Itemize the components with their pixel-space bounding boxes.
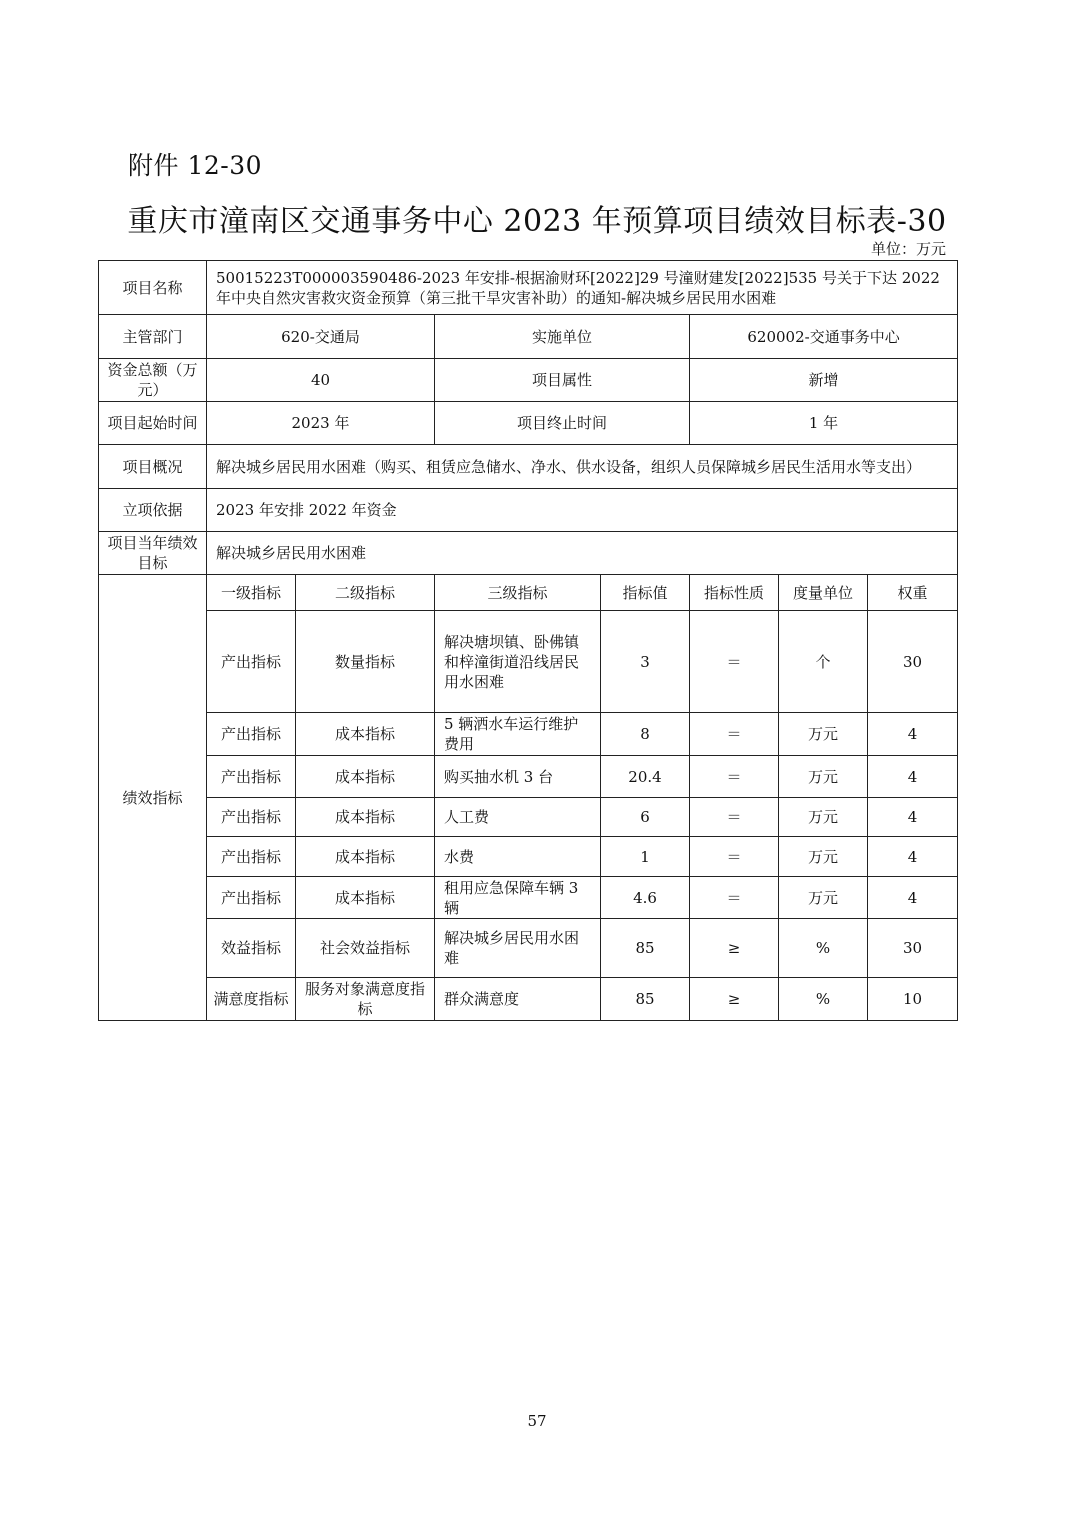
project-name-value: 50015223T000003590486-2023 年安排-根据渝财环[2022]29 号潼财建发[2022]535 号关于下达 2022 年中央自然灾害救灾资金预算（第三批干旱灾害补助）的通知-解决城乡居民用水困难 (207, 261, 958, 315)
fund-row (99, 359, 958, 402)
row-nature: ＝ (690, 798, 779, 837)
table-row (99, 877, 958, 919)
row-value: 85 (601, 919, 690, 978)
project-name-row (99, 261, 958, 315)
row-weight: 4 (868, 713, 958, 756)
row-value: 85 (601, 978, 690, 1021)
indicators-section-label: 绩效指标 (99, 575, 207, 1021)
row-value: 20.4 (601, 756, 690, 798)
row-unit: 万元 (779, 798, 868, 837)
overview-row (99, 445, 958, 489)
start-time-value: 2023 年 (207, 402, 435, 445)
row-weight: 4 (868, 837, 958, 877)
impl-unit-value: 620002-交通事务中心 (690, 315, 958, 359)
row-level1: 产出指标 (207, 611, 296, 713)
table-row (99, 919, 958, 978)
row-weight: 4 (868, 798, 958, 837)
row-nature: ＝ (690, 837, 779, 877)
row-nature: ＝ (690, 611, 779, 713)
row-level2: 成本指标 (296, 713, 435, 756)
row-nature: ＝ (690, 756, 779, 798)
row-weight: 4 (868, 756, 958, 798)
basis-value: 2023 年安排 2022 年资金 (207, 489, 958, 532)
row-level2: 成本指标 (296, 877, 435, 919)
performance-target-table (98, 260, 958, 1021)
row-value: 3 (601, 611, 690, 713)
header-unit: 度量单位 (779, 575, 868, 611)
row-unit: 个 (779, 611, 868, 713)
header-level1: 一级指标 (207, 575, 296, 611)
row-weight: 30 (868, 919, 958, 978)
row-unit: 万元 (779, 713, 868, 756)
header-nature: 指标性质 (690, 575, 779, 611)
unit-label: 单位：万元 (870, 240, 946, 258)
attachment-label: 附件 12-30 (128, 151, 263, 180)
header-value: 指标值 (601, 575, 690, 611)
table-row (99, 978, 958, 1021)
row-level1: 效益指标 (207, 919, 296, 978)
row-level2: 社会效益指标 (296, 919, 435, 978)
row-level1: 产出指标 (207, 756, 296, 798)
table-row (99, 798, 958, 837)
row-unit: 万元 (779, 877, 868, 919)
row-weight: 10 (868, 978, 958, 1021)
end-time-label: 项目终止时间 (435, 402, 690, 445)
row-unit: % (779, 919, 868, 978)
row-nature: ≥ (690, 978, 779, 1021)
row-level2: 成本指标 (296, 756, 435, 798)
row-weight: 30 (868, 611, 958, 713)
project-name-label: 项目名称 (99, 261, 207, 315)
row-level3: 水费 (435, 837, 601, 877)
row-weight: 4 (868, 877, 958, 919)
row-level3: 购买抽水机 3 台 (435, 756, 601, 798)
header-level2: 二级指标 (296, 575, 435, 611)
table-row (99, 713, 958, 756)
indicator-header-row (99, 575, 958, 611)
row-level2: 数量指标 (296, 611, 435, 713)
period-row (99, 402, 958, 445)
row-nature: ＝ (690, 713, 779, 756)
row-level1: 产出指标 (207, 877, 296, 919)
end-time-value: 1 年 (690, 402, 958, 445)
goal-row (99, 532, 958, 575)
row-level3: 解决城乡居民用水困难 (435, 919, 601, 978)
row-level1: 满意度指标 (207, 978, 296, 1021)
row-unit: 万元 (779, 756, 868, 798)
page-number: 57 (527, 1412, 547, 1430)
overview-value: 解决城乡居民用水困难（购买、租赁应急储水、净水、供水设备，组织人员保障城乡居民生活用水等支出） (207, 445, 958, 489)
row-level3: 租用应急保障车辆 3 辆 (435, 877, 601, 919)
impl-unit-label: 实施单位 (435, 315, 690, 359)
row-level3: 解决塘坝镇、卧佛镇和梓潼街道沿线居民用水困难 (435, 611, 601, 713)
row-level2: 成本指标 (296, 798, 435, 837)
dept-label: 主管部门 (99, 315, 207, 359)
row-level1: 产出指标 (207, 713, 296, 756)
row-value: 6 (601, 798, 690, 837)
row-unit: % (779, 978, 868, 1021)
table-row (99, 611, 958, 713)
row-level2: 服务对象满意度指标 (296, 978, 435, 1021)
overview-label: 项目概况 (99, 445, 207, 489)
goal-label: 项目当年绩效目标 (99, 532, 207, 575)
basis-label: 立项依据 (99, 489, 207, 532)
header-level3: 三级指标 (435, 575, 601, 611)
basis-row (99, 489, 958, 532)
row-level2: 成本指标 (296, 837, 435, 877)
row-level1: 产出指标 (207, 837, 296, 877)
project-attr-label: 项目属性 (435, 359, 690, 402)
page-title: 重庆市潼南区交通事务中心 2023 年预算项目绩效目标表-30 (127, 204, 947, 239)
row-nature: ≥ (690, 919, 779, 978)
row-value: 4.6 (601, 877, 690, 919)
dept-value: 620-交通局 (207, 315, 435, 359)
goal-value: 解决城乡居民用水困难 (207, 532, 958, 575)
start-time-label: 项目起始时间 (99, 402, 207, 445)
row-value: 1 (601, 837, 690, 877)
row-value: 8 (601, 713, 690, 756)
row-level3: 人工费 (435, 798, 601, 837)
header-weight: 权重 (868, 575, 958, 611)
row-unit: 万元 (779, 837, 868, 877)
fund-value: 40 (207, 359, 435, 402)
row-nature: ＝ (690, 877, 779, 919)
fund-label: 资金总额（万元） (99, 359, 207, 402)
row-level1: 产出指标 (207, 798, 296, 837)
row-level3: 群众满意度 (435, 978, 601, 1021)
project-attr-value: 新增 (690, 359, 958, 402)
table-row (99, 756, 958, 798)
table-row (99, 837, 958, 877)
department-row (99, 315, 958, 359)
row-level3: 5 辆洒水车运行维护费用 (435, 713, 601, 756)
